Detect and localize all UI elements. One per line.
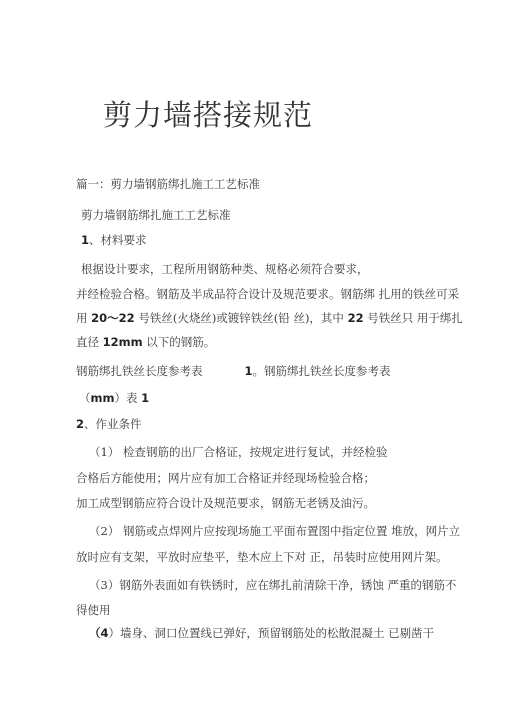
paragraph-text: 加工成型钢筋应符合设计及规范要求，钢筋无老锈及油污。 xyxy=(76,496,375,510)
paragraph-text: （1） 检查钢筋的出厂合格证，按规定进行复试，并经检验 xyxy=(89,445,388,459)
paragraph-line xyxy=(89,524,460,538)
heading-text: 篇一：剪力墙钢筋绑扎施工工艺标准 xyxy=(76,177,260,191)
paragraph-text: 合格后方能使用；网片应有加工合格证并经现场检验合格； xyxy=(76,471,375,485)
material-label: 、材料要求 xyxy=(89,233,147,247)
table-number: 1 xyxy=(244,364,253,378)
paragraph-text: 并经检验合格。钢筋及半成品符合设计及规范要求。钢筋绑 扎用的铁丝可采 xyxy=(76,287,460,301)
condition-label: 、作业条件 xyxy=(84,417,142,431)
gauge-number: 20～22 xyxy=(91,311,135,325)
text-segment: 号铁丝只 用于绑扎 xyxy=(363,311,463,325)
paragraph-line xyxy=(76,335,215,349)
text-segment: 号铁丝(火烧丝)或镀锌铁丝(铅 丝)，其中 xyxy=(134,311,348,325)
table-reference-line xyxy=(76,364,391,378)
gauge-number: 22 xyxy=(347,311,364,325)
text-segment: （ xyxy=(79,391,91,405)
paragraph-text: （3）钢筋外表面如有铁锈时，应在绑扎前清除干净，锈蚀 严重的钢筋不 xyxy=(89,578,457,592)
work-condition-heading xyxy=(76,417,142,431)
paragraph-line xyxy=(89,445,387,459)
paragraph-line xyxy=(81,262,369,276)
subtitle-text: 剪力墙钢筋绑扎施工工艺标准 xyxy=(81,208,231,222)
paragraph-line xyxy=(76,496,375,510)
paragraph-line xyxy=(76,471,375,485)
paragraph-line xyxy=(76,287,459,301)
text-segment: 钢筋绑扎铁丝长度参考表 xyxy=(76,364,203,378)
paragraph-text: （2） 钢筋或点焊网片应按现场施工平面布置图中指定位置 堆放，网片立 xyxy=(89,524,461,538)
paragraph-line xyxy=(89,626,434,640)
text-segment: 用 xyxy=(76,311,92,325)
unit-label: mm xyxy=(90,391,115,405)
text-segment: 。钢筋绑扎铁丝长度参考表 xyxy=(252,364,391,378)
document-title: 剪力墙搭接规范 xyxy=(103,98,314,132)
material-number: 1 xyxy=(81,233,90,247)
paragraph-line xyxy=(76,550,448,564)
paragraph-line xyxy=(89,578,456,592)
paragraph-text: 根据设计要求，工程所用钢筋种类、规格必须符合要求， xyxy=(81,262,369,276)
table-caption-line xyxy=(79,391,149,405)
subtitle-line xyxy=(81,208,231,222)
table-number: 1 xyxy=(141,391,150,405)
diameter-value: 12mm xyxy=(102,335,143,349)
condition-number: 2 xyxy=(76,417,85,431)
section-heading xyxy=(76,177,260,191)
text-segment: 以下的钢筋。 xyxy=(142,335,216,349)
material-heading xyxy=(81,233,147,247)
paragraph-text: ）墙身、洞口位置线已弹好，预留钢筋处的松散混凝土 已剔凿干 xyxy=(108,626,435,640)
text-segment: ）表 xyxy=(114,391,142,405)
paragraph-line xyxy=(76,311,463,325)
paragraph-text: 放时应有支架，平放时应垫平，垫木应上下对 正，吊装时应使用网片架。 xyxy=(76,550,448,564)
text-segment: 直径 xyxy=(76,335,103,349)
item-number: （4 xyxy=(89,626,109,640)
paragraph-line xyxy=(76,603,111,617)
paragraph-text: 得使用 xyxy=(76,603,111,617)
